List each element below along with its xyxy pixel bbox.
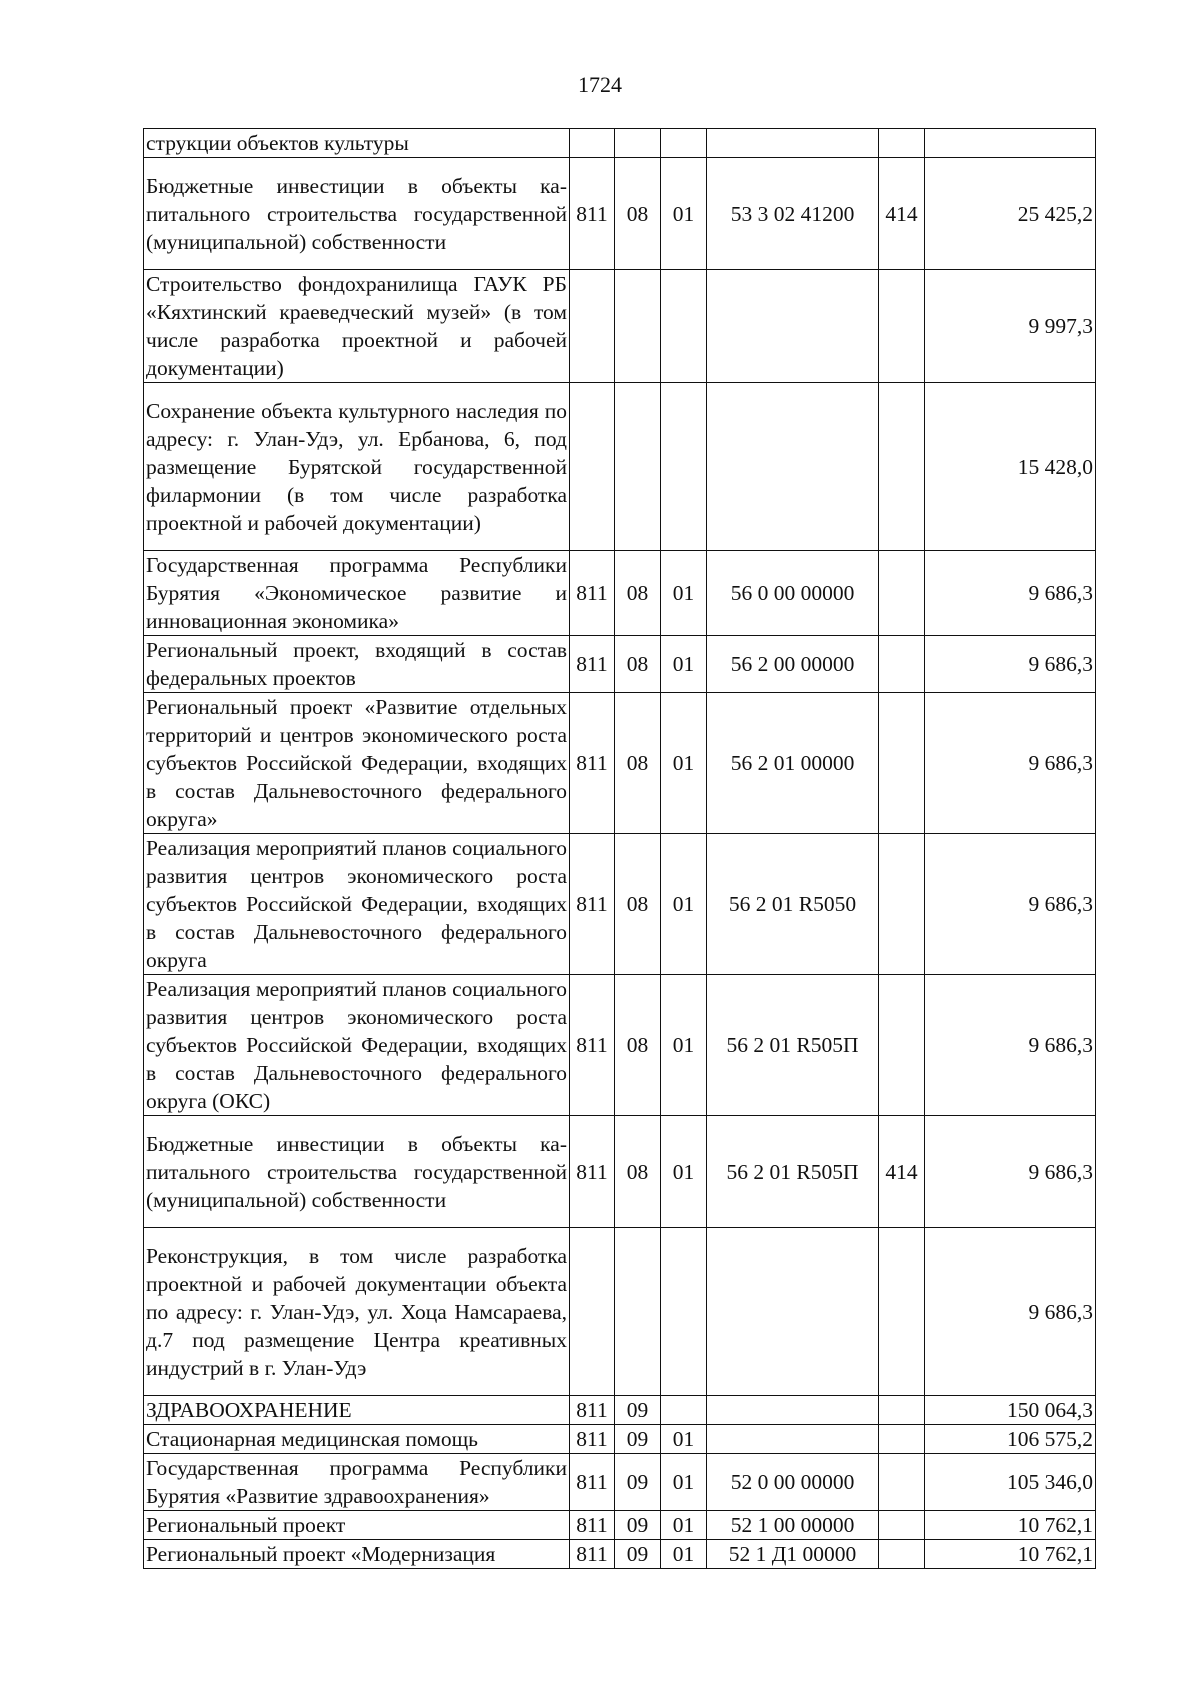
target-article-cell: 52 1 00 00000 [707,1511,879,1540]
department-code-cell: 811 [570,1511,615,1540]
amount-cell: 10 762,1 [925,1540,1096,1569]
subsection-code-cell: 01 [661,693,707,834]
subsection-code-cell: 01 [661,636,707,693]
expense-type-cell [879,693,925,834]
expense-type-cell [879,1540,925,1569]
table-row [144,1454,1096,1511]
table-row [144,1425,1096,1454]
item-name-cell: струкции объектов культуры [144,129,570,158]
section-code-cell: 08 [615,551,661,636]
item-name-cell: ЗДРАВООХРАНЕНИЕ [144,1396,570,1425]
subsection-code-cell: 01 [661,975,707,1116]
section-code-cell: 08 [615,1116,661,1228]
subsection-code-cell: 01 [661,551,707,636]
department-code-cell: 811 [570,1454,615,1511]
target-article-cell: 53 3 02 41200 [707,158,879,270]
table-row [144,270,1096,383]
expense-type-cell [879,1396,925,1425]
item-name-cell: Региональный проект «Развитие отдельных территорий и центров экономического роста субъектов Российской Федерации, входящих в состав Дальневосточного федерального округа» [144,693,570,834]
section-code-cell: 09 [615,1454,661,1511]
expense-type-cell [879,129,925,158]
item-name-cell: Бюджетные инвестиции в объекты капитального строительства государственной (муниципальной) собственности [144,1116,570,1228]
table-row [144,693,1096,834]
department-code-cell: 811 [570,1425,615,1454]
amount-cell: 9 686,3 [925,975,1096,1116]
item-name-cell: Реализация мероприятий планов социального развития центров экономического роста субъектов Российской Федерации, входящих в состав Дальневосточного федерального округа [144,834,570,975]
table-row [144,1511,1096,1540]
amount-cell: 9 686,3 [925,1116,1096,1228]
department-code-cell: 811 [570,636,615,693]
subsection-code-cell: 01 [661,1511,707,1540]
target-article-cell [707,1425,879,1454]
expense-type-cell [879,1511,925,1540]
table-row [144,1540,1096,1569]
item-name-cell: Реконструкция, в том числе разработка проектной и рабочей документации объекта по адресу: г. Улан-Удэ, ул. Хоца Намсараева, д.7 под размещение Центра креативных индустрий в г. Улан-Удэ [144,1228,570,1396]
subsection-code-cell: 01 [661,1116,707,1228]
expense-type-cell: 414 [879,1116,925,1228]
expense-type-cell [879,383,925,551]
department-code-cell [570,129,615,158]
department-code-cell: 811 [570,1396,615,1425]
section-code-cell: 08 [615,834,661,975]
target-article-cell [707,270,879,383]
section-code-cell [615,270,661,383]
table-row [144,158,1096,270]
amount-cell: 9 686,3 [925,1228,1096,1396]
subsection-code-cell: 01 [661,158,707,270]
table-row [144,129,1096,158]
department-code-cell: 811 [570,1116,615,1228]
department-code-cell: 811 [570,158,615,270]
target-article-cell: 56 2 00 00000 [707,636,879,693]
department-code-cell [570,1228,615,1396]
table-row [144,1116,1096,1228]
subsection-code-cell: 01 [661,834,707,975]
amount-cell: 105 346,0 [925,1454,1096,1511]
amount-cell: 9 686,3 [925,834,1096,975]
target-article-cell: 56 2 01 R5050 [707,834,879,975]
target-article-cell: 56 2 01 R505П [707,975,879,1116]
target-article-cell: 56 2 01 00000 [707,693,879,834]
expense-type-cell: 414 [879,158,925,270]
target-article-cell [707,1228,879,1396]
subsection-code-cell [661,129,707,158]
target-article-cell: 56 0 00 00000 [707,551,879,636]
section-code-cell: 08 [615,693,661,834]
table-row [144,975,1096,1116]
section-code-cell [615,383,661,551]
expense-type-cell [879,1425,925,1454]
expense-type-cell [879,551,925,636]
amount-cell: 9 997,3 [925,270,1096,383]
table-row [144,383,1096,551]
expense-type-cell [879,834,925,975]
department-code-cell: 811 [570,551,615,636]
item-name-cell: Региональный проект [144,1511,570,1540]
expense-type-cell [879,636,925,693]
subsection-code-cell [661,383,707,551]
target-article-cell: 52 0 00 00000 [707,1454,879,1511]
amount-cell: 9 686,3 [925,693,1096,834]
table-row [144,834,1096,975]
department-code-cell [570,270,615,383]
item-name-cell: Реализация мероприятий планов социального развития центров экономического роста субъектов Российской Федерации, входящих в состав Дальневосточного федерального округа (ОКС) [144,975,570,1116]
table-row [144,636,1096,693]
subsection-code-cell: 01 [661,1454,707,1511]
item-name-cell: Государственная программа Республики Бурятия «Экономическое развитие и инновационная экономика» [144,551,570,636]
amount-cell: 150 064,3 [925,1396,1096,1425]
amount-cell: 9 686,3 [925,551,1096,636]
table-row [144,1396,1096,1425]
amount-cell: 25 425,2 [925,158,1096,270]
page-number: 1724 [578,72,622,97]
expense-type-cell [879,975,925,1116]
item-name-cell: Стационарная медицинская помощь [144,1425,570,1454]
amount-cell: 15 428,0 [925,383,1096,551]
table-row [144,551,1096,636]
item-name-cell: Государственная программа Республики Бурятия «Развитие здравоохранения» [144,1454,570,1511]
expense-type-cell [879,270,925,383]
target-article-cell: 56 2 01 R505П [707,1116,879,1228]
item-name-cell: Региональный проект, входящий в состав федеральных проектов [144,636,570,693]
amount-cell: 10 762,1 [925,1511,1096,1540]
section-code-cell: 08 [615,636,661,693]
target-article-cell: 52 1 Д1 00000 [707,1540,879,1569]
department-code-cell: 811 [570,834,615,975]
table-row [144,1228,1096,1396]
subsection-code-cell [661,1228,707,1396]
item-name-cell: Региональный проект «Модернизация [144,1540,570,1569]
expense-type-cell [879,1454,925,1511]
target-article-cell [707,129,879,158]
section-code-cell [615,129,661,158]
section-code-cell: 09 [615,1511,661,1540]
amount-cell: 106 575,2 [925,1425,1096,1454]
subsection-code-cell: 01 [661,1540,707,1569]
item-name-cell: Строительство фондохранилища ГАУК РБ «Кяхтинский краеведческий музей» (в том числе разработка проектной и рабочей документации) [144,270,570,383]
target-article-cell [707,383,879,551]
budget-table [143,128,1096,1569]
subsection-code-cell [661,270,707,383]
expense-type-cell [879,1228,925,1396]
item-name-cell: Сохранение объекта культурного наследия по адресу: г. Улан-Удэ, ул. Ербанова, 6, под размещение Бурятской государственной филармонии (в том числе разработка проектной и рабочей документации) [144,383,570,551]
department-code-cell: 811 [570,1540,615,1569]
section-code-cell: 09 [615,1425,661,1454]
department-code-cell: 811 [570,975,615,1116]
section-code-cell: 09 [615,1396,661,1425]
amount-cell [925,129,1096,158]
department-code-cell: 811 [570,693,615,834]
section-code-cell: 08 [615,975,661,1116]
budget-table-body [144,129,1096,1569]
target-article-cell [707,1396,879,1425]
subsection-code-cell [661,1396,707,1425]
section-code-cell: 08 [615,158,661,270]
department-code-cell [570,383,615,551]
section-code-cell: 09 [615,1540,661,1569]
amount-cell: 9 686,3 [925,636,1096,693]
item-name-cell: Бюджетные инвестиции в объекты капитального строительства государственной (муниципальной) собственности [144,158,570,270]
subsection-code-cell: 01 [661,1425,707,1454]
section-code-cell [615,1228,661,1396]
